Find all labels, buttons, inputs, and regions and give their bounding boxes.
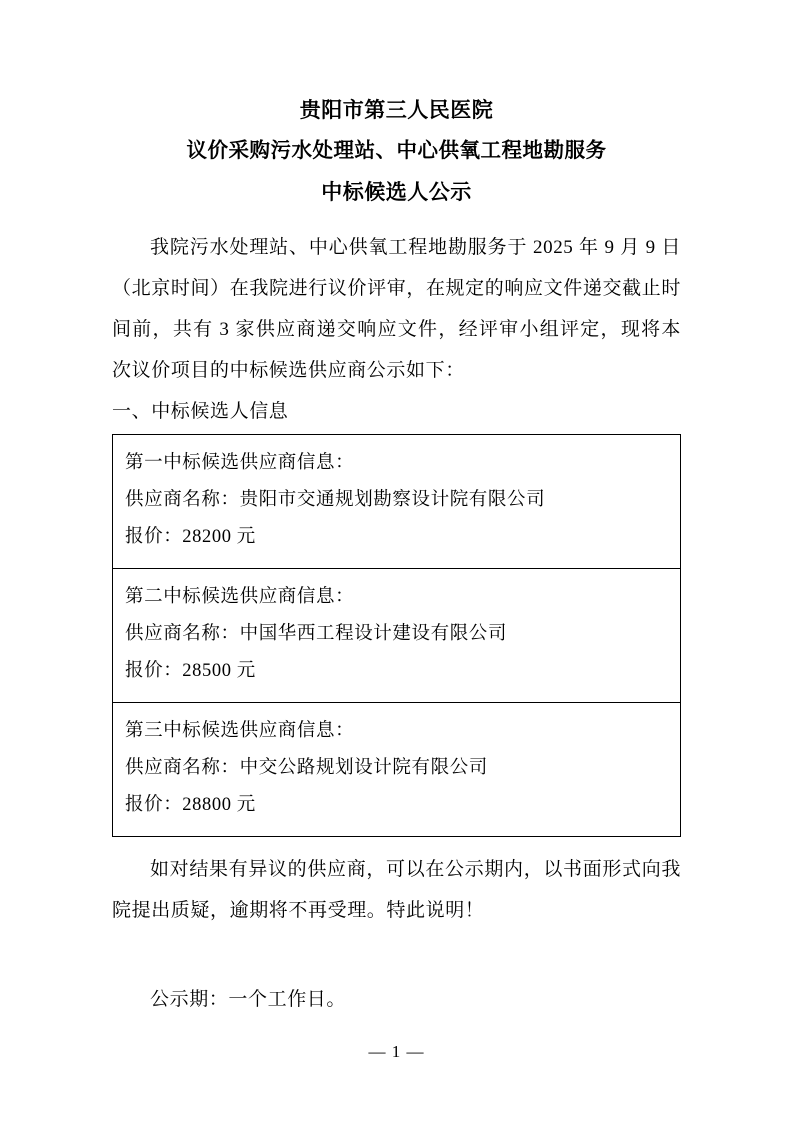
candidate-cell-second: [113, 569, 681, 703]
candidate-price: 报价：28200 元: [125, 527, 256, 547]
candidate-supplier-name: 供应商名称：中国华西工程设计建设有限公司: [125, 624, 508, 644]
candidate-supplier-name: 供应商名称：贵阳市交通规划勘察设计院有限公司: [125, 490, 546, 510]
intro-paragraph: 我院污水处理站、中心供氧工程地勘服务于 2025 年 9 月 9 日（北京时间）在我院进行议价评审，在规定的响应文件递交截止时间前，共有 3 家供应商递交响应文件，经评审小组评定，现将本次议价项目的中标候选供应商公示如下：: [112, 237, 681, 381]
candidate-rank-label: 第二中标候选供应商信息：: [125, 587, 355, 607]
table-row: [113, 569, 681, 703]
candidate-price: 报价：28800 元: [125, 795, 256, 815]
title-line-3: 中标候选人公示: [321, 180, 472, 204]
objection-paragraph: 如对结果有异议的供应商，可以在公示期内，以书面形式向我院提出质疑，逾期将不再受理。特此说明！: [112, 859, 681, 921]
candidate-price: 报价：28500 元: [125, 661, 256, 681]
title-line-2: 议价采购污水处理站、中心供氧工程地勘服务: [186, 140, 607, 162]
page-number: — 1 —: [368, 1042, 425, 1061]
table-row: [113, 435, 681, 569]
candidate-cell-first: [113, 435, 681, 569]
candidates-table: [112, 434, 681, 837]
candidate-rank-label: 第一中标候选供应商信息：: [125, 453, 355, 473]
section-heading-candidates: 一、中标候选人信息: [112, 401, 289, 422]
publicity-period: 公示期：一个工作日。: [150, 989, 347, 1010]
candidate-cell-third: [113, 703, 681, 837]
candidate-rank-label: 第三中标候选供应商信息：: [125, 721, 355, 741]
title-line-1: 贵阳市第三人民医院: [299, 98, 494, 122]
table-row: [113, 703, 681, 837]
candidate-supplier-name: 供应商名称：中交公路规划设计院有限公司: [125, 758, 488, 778]
document-title: [112, 90, 681, 213]
